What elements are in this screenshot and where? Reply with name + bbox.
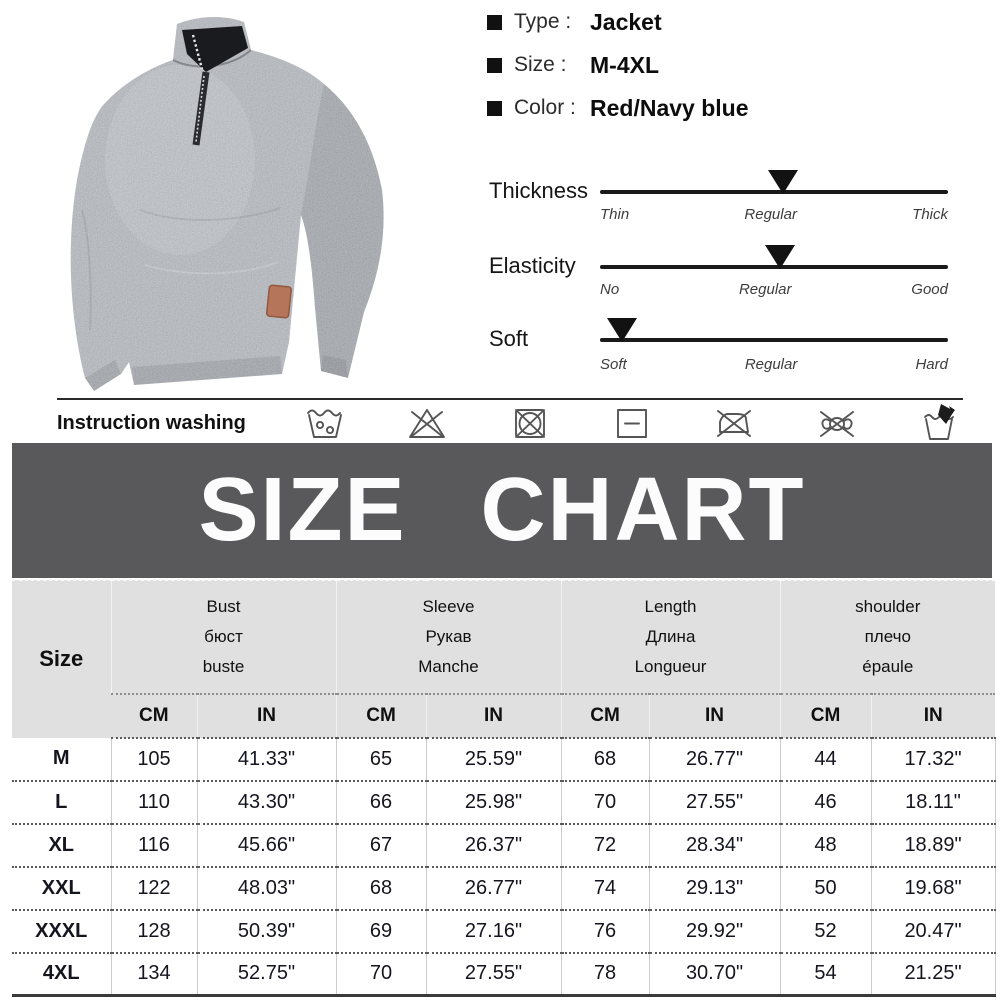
banner-word: CHART (480, 460, 806, 560)
header-line: Рукав (425, 626, 472, 646)
cell: 110 (111, 781, 197, 824)
slider-thickness-label: Thickness (489, 178, 589, 203)
header-line: épaule (862, 656, 914, 676)
bust-header (111, 580, 336, 694)
size-chart-table (12, 578, 996, 997)
header-line: shoulder (855, 596, 921, 616)
attr-color-label: Color : (514, 96, 576, 119)
attr-size-label: Size : (514, 53, 567, 76)
cell: 128 (111, 910, 197, 953)
cell: 46 (780, 781, 871, 824)
cell: 19.68" (871, 867, 995, 910)
tick-label: Regular (744, 206, 797, 223)
product-attributes (487, 8, 749, 137)
attr-size (487, 51, 749, 79)
attr-size-value: M-4XL (590, 51, 659, 78)
cell: 41.33" (197, 738, 336, 781)
cell: 29.92" (649, 910, 780, 953)
tick-label: Regular (738, 281, 792, 298)
cell: 116 (111, 824, 197, 867)
cell: 134 (111, 953, 197, 996)
slider-elasticity-track (600, 265, 948, 269)
cell: 70 (336, 953, 426, 996)
slider-thickness-ticks (600, 206, 948, 223)
table-row (12, 824, 995, 867)
cell: 26.37" (426, 824, 561, 867)
unit-header-cm: CM (336, 694, 426, 738)
unit-header-cm: CM (780, 694, 871, 738)
header-line: плечо (864, 626, 911, 646)
cell: 74 (561, 867, 649, 910)
unit-header-in: IN (871, 694, 995, 738)
cell: 76 (561, 910, 649, 953)
size-label: M (12, 738, 111, 781)
cell: 52 (780, 910, 871, 953)
cell: 26.77" (426, 867, 561, 910)
header-line: Manche (418, 656, 479, 676)
cell: 105 (111, 738, 197, 781)
tick-label: Good (911, 281, 948, 298)
cell: 29.13" (649, 867, 780, 910)
cell: 21.25" (871, 953, 995, 996)
tick-label: Regular (744, 356, 798, 373)
dry-flat-icon (612, 403, 652, 443)
cell: 25.59" (426, 738, 561, 781)
cell: 18.11" (871, 781, 995, 824)
cell: 17.32" (871, 738, 995, 781)
washing-instructions (57, 403, 963, 443)
length-header (561, 580, 780, 694)
size-label: XXL (12, 867, 111, 910)
slider-elasticity-label: Elasticity (489, 253, 576, 278)
cell: 27.55" (426, 953, 561, 996)
cell: 28.34" (649, 824, 780, 867)
attr-color (487, 94, 749, 122)
chest-patch (266, 285, 291, 318)
slider-soft-label: Soft (489, 326, 529, 351)
cell: 68 (336, 867, 426, 910)
table-row (12, 953, 995, 996)
table-row (12, 781, 995, 824)
attr-color-value: Red/Navy blue (590, 94, 749, 121)
bullet-square-icon (487, 101, 502, 116)
hand-wash-icon (919, 403, 959, 443)
cell: 54 (780, 953, 871, 996)
size-chart-banner (12, 443, 992, 578)
slider-thickness-track (600, 190, 948, 194)
unit-header-cm: CM (111, 694, 197, 738)
unit-header-in: IN (197, 694, 336, 738)
slider-elasticity-ticks (600, 281, 948, 298)
cell: 50 (780, 867, 871, 910)
attr-type-label: Type : (514, 10, 572, 33)
cell: 70 (561, 781, 649, 824)
cell: 26.77" (649, 738, 780, 781)
slider-soft-track (600, 338, 948, 342)
bullet-square-icon (487, 58, 502, 73)
slider-elasticity-marker-icon (765, 245, 795, 269)
cell: 27.55" (649, 781, 780, 824)
cell: 18.89" (871, 824, 995, 867)
attr-type-value: Jacket (590, 8, 662, 35)
cell: 65 (336, 738, 426, 781)
header-line: бюст (204, 626, 243, 646)
shoulder-header (780, 580, 995, 694)
size-label: L (12, 781, 111, 824)
size-label: 4XL (12, 953, 111, 996)
tick-label: No (600, 281, 620, 298)
attr-type (487, 8, 749, 36)
washing-label: Instruction washing (57, 411, 246, 434)
header-line: Longueur (634, 656, 707, 676)
unit-header-cm: CM (561, 694, 649, 738)
table-row (12, 910, 995, 953)
cell: 78 (561, 953, 649, 996)
table-row (12, 867, 995, 910)
unit-header-in: IN (426, 694, 561, 738)
tick-label: Hard (915, 356, 948, 373)
header-line: Length (644, 596, 697, 616)
cell: 43.30" (197, 781, 336, 824)
cell: 30.70" (649, 953, 780, 996)
cell: 48.03" (197, 867, 336, 910)
cell: 20.47" (871, 910, 995, 953)
bullet-square-icon (487, 15, 502, 30)
slider-thickness-marker-icon (768, 170, 798, 194)
do-not-wring-icon (817, 403, 857, 443)
cell: 50.39" (197, 910, 336, 953)
slider-soft-ticks (600, 356, 948, 373)
cell: 122 (111, 867, 197, 910)
cell: 45.66" (197, 824, 336, 867)
washing-icons (305, 403, 963, 443)
cell: 27.16" (426, 910, 561, 953)
machine-wash-icon (305, 403, 345, 443)
size-label: XL (12, 824, 111, 867)
divider-line (57, 398, 963, 400)
unit-header-in: IN (649, 694, 780, 738)
tick-label: Thin (600, 206, 630, 223)
size-label: XXXL (12, 910, 111, 953)
header-line: Длина (645, 626, 696, 646)
do-not-bleach-icon (407, 403, 447, 443)
product-photo (30, 10, 470, 400)
header-line: Sleeve (422, 596, 475, 616)
tick-label: Thick (912, 206, 948, 223)
sleeve-header (336, 580, 561, 694)
cell: 25.98" (426, 781, 561, 824)
corner-header: Size (12, 580, 111, 738)
cell: 48 (780, 824, 871, 867)
cell: 52.75" (197, 953, 336, 996)
cell: 72 (561, 824, 649, 867)
header-line: buste (202, 656, 245, 676)
cell: 66 (336, 781, 426, 824)
banner-word: SIZE (198, 460, 407, 560)
slider-soft-marker-icon (607, 318, 637, 342)
header-line: Bust (206, 596, 241, 616)
cell: 44 (780, 738, 871, 781)
do-not-iron-icon (714, 403, 754, 443)
do-not-tumble-dry-icon (510, 403, 550, 443)
table-row (12, 738, 995, 781)
cell: 67 (336, 824, 426, 867)
cell: 68 (561, 738, 649, 781)
tick-label: Soft (600, 356, 627, 373)
cell: 69 (336, 910, 426, 953)
